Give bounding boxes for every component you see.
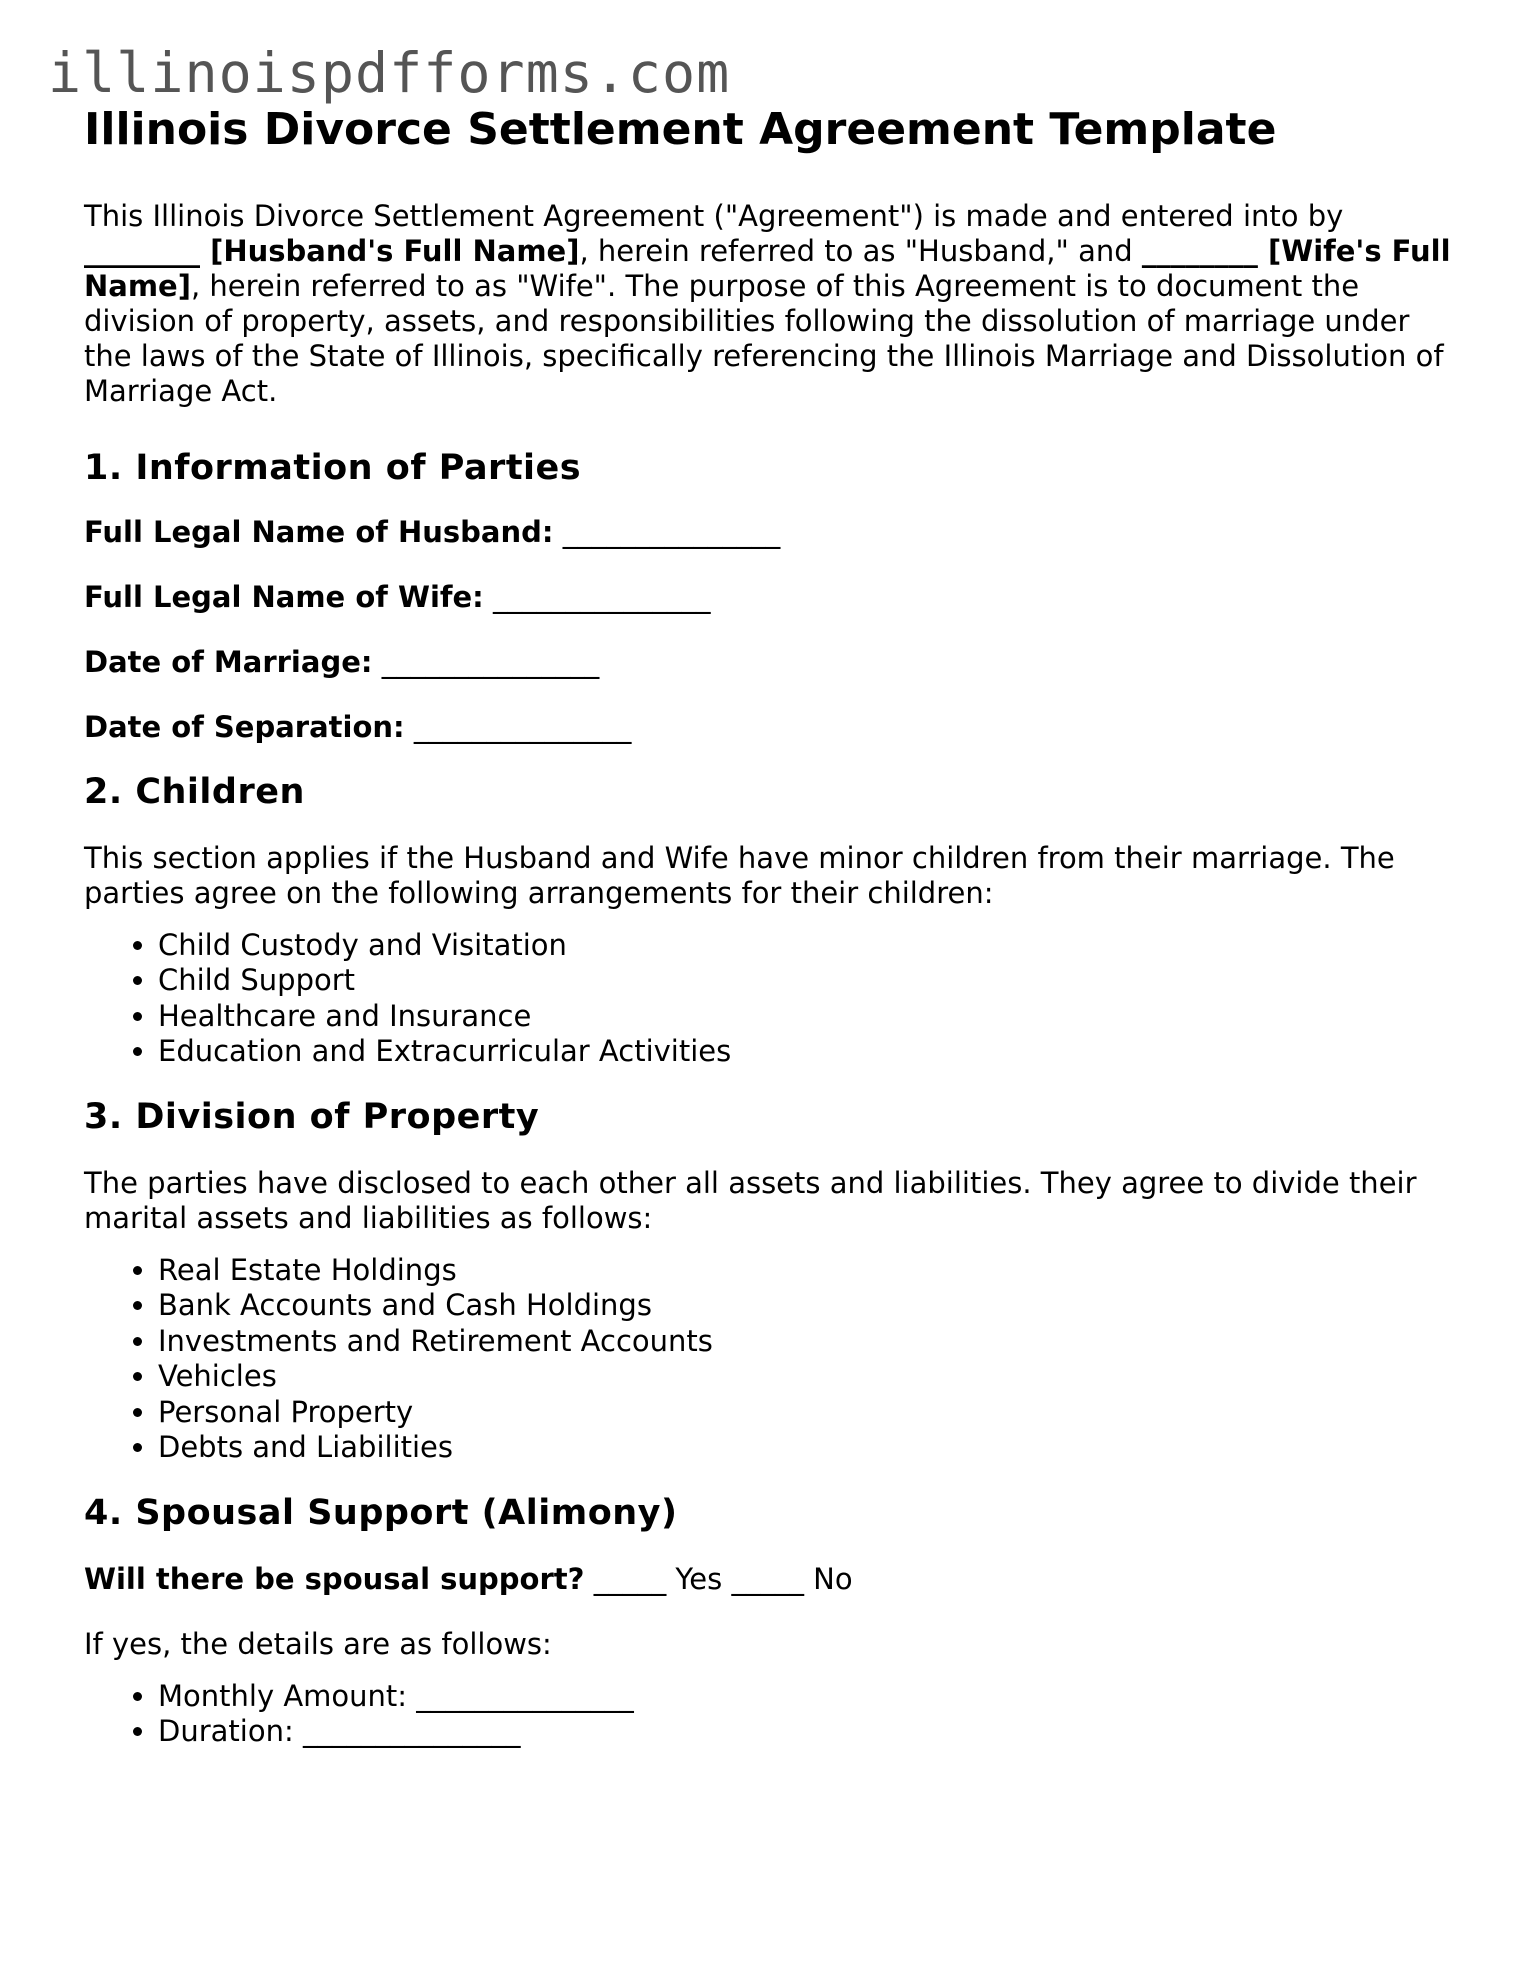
field-blank: _______________: [413, 709, 632, 744]
intro-paragraph: [84, 199, 1454, 409]
field-husband-name: [84, 515, 1454, 550]
section-heading-parties: 1. Information of Parties: [84, 447, 582, 488]
document-page: [84, 104, 1454, 1750]
husband-name-placeholder: [Husband's Full Name]: [210, 233, 580, 268]
property-list: [84, 1253, 1454, 1466]
field-label: Full Legal Name of Husband:: [84, 514, 554, 549]
field-label: Date of Marriage:: [84, 644, 373, 679]
item-label: Duration:: [158, 1714, 294, 1749]
field-label: Full Legal Name of Wife:: [84, 579, 484, 614]
children-list: [84, 928, 1454, 1070]
intro-text-1: This Illinois Divorce Settlement Agreement ("Agreement") is made and entered into by: [84, 198, 1344, 233]
property-paragraph: The parties have disclosed to each other all assets and liabilities. They agree to divide their marital assets and liabilities as follows:: [84, 1165, 1417, 1235]
no-blank: _____: [731, 1561, 804, 1596]
list-item: • Personal Property: [158, 1395, 1454, 1431]
list-item-monthly-amount: [158, 1679, 1454, 1715]
watermark: illinoispdfforms.com: [48, 41, 731, 105]
list-item: • Real Estate Holdings: [158, 1253, 1454, 1289]
wife-name-placeholder: [Wife's Full Name]: [84, 233, 1451, 303]
item-label: Monthly Amount:: [158, 1678, 408, 1713]
intro-text-2: , herein referred to as "Husband," and: [579, 233, 1142, 268]
list-item: • Debts and Liabilities: [158, 1430, 1454, 1466]
list-item: • Education and Extracurricular Activities: [158, 1034, 1454, 1070]
section-heading-spousal-support: 4. Spousal Support (Alimony): [84, 1492, 678, 1533]
field-blank: _______________: [493, 579, 711, 614]
section-heading-children: 2. Children: [84, 771, 305, 812]
item-blank: _______________: [302, 1714, 521, 1749]
yes-label: Yes: [675, 1561, 723, 1596]
details-intro: If yes, the details are as follows:: [84, 1626, 552, 1661]
document-title: Illinois Divorce Settlement Agreement Template: [84, 104, 1277, 155]
field-label: Date of Separation:: [84, 709, 405, 744]
list-item: • Child Support: [158, 963, 1454, 999]
list-item: • Investments and Retirement Accounts: [158, 1324, 1454, 1360]
wife-name-blank: ________: [1141, 233, 1258, 268]
field-date-of-separation: [84, 710, 1454, 745]
item-blank: _______________: [416, 1678, 634, 1713]
list-item: • Healthcare and Insurance: [158, 999, 1454, 1035]
list-item: • Vehicles: [158, 1359, 1454, 1395]
husband-name-blank: ________: [84, 233, 200, 268]
children-paragraph: This section applies if the Husband and Wife have minor children from their marriage. The parties agree on the following arrangements for their children:: [84, 840, 1395, 910]
field-wife-name: [84, 580, 1454, 615]
yes-blank: _____: [593, 1561, 667, 1596]
field-date-of-marriage: [84, 645, 1454, 680]
field-blank: _______________: [562, 514, 781, 549]
list-item: • Child Custody and Visitation: [158, 928, 1454, 964]
question-label: Will there be spousal support?: [84, 1561, 585, 1596]
intro-text-3: , herein referred to as "Wife". The purpose of this Agreement is to document the division of property, assets, and responsibilities following the dissolution of marriage under the laws of the State of Illinois, specifically referencing the Illinois Marriage and Dissolution of Marriage Act.: [84, 268, 1444, 408]
list-item: • Bank Accounts and Cash Holdings: [158, 1288, 1454, 1324]
spousal-support-question: [84, 1562, 1454, 1597]
no-label: No: [813, 1561, 853, 1596]
section-heading-property: 3. Division of Property: [84, 1096, 540, 1137]
field-blank: _______________: [381, 644, 600, 679]
spousal-details-list: [84, 1679, 1454, 1750]
list-item-duration: [158, 1714, 1454, 1750]
